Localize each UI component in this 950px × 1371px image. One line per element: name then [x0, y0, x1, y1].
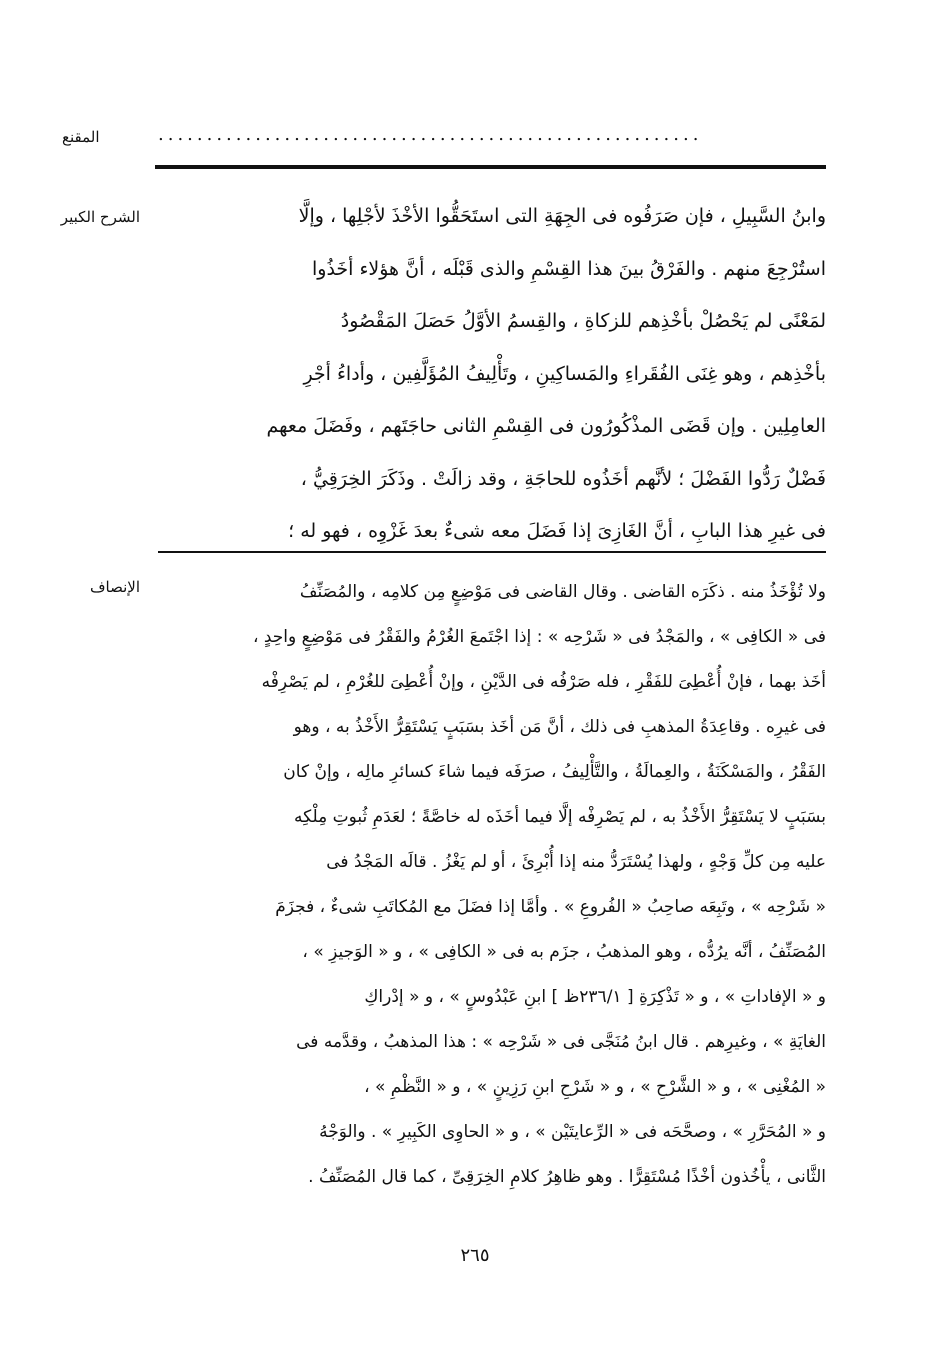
text-line: فى غيرِه . وقاعِدَةُ المذهبِ فى ذلك ، أنَّ مَن أخَذ بسَبَبٍ يَسْتَقِرُّ الأَخْذُ به ، وهو [293, 717, 826, 737]
running-header-title: المقنع [62, 128, 100, 146]
text-line: الفَقْرُ ، والمَسْكَنَةُ ، والعِمالَةُ ، والتَّأْلِيفُ ، صرَفَه فيما شاءَ كسائرِ مالِه ، وإنْ كان [283, 762, 826, 782]
text-line: الثَّانى ، يأْخُذون أخْذًا مُسْتَقِرًّا . وهو ظاهِرُ كلامِ الخِرَقِىِّ ، كما قال المُصَنِّفُ . [308, 1167, 826, 1187]
text-line: « المُغْنِى » ، و « الشَّرْحِ » ، و « شَرْحِ ابنِ رَزِينٍ » ، و « النَّظْمِ » ، [364, 1077, 826, 1097]
section-divider [158, 551, 826, 553]
text-line: بسَبَبٍ لا يَسْتَقِرُّ الأَخْذُ به ، لم يَصْرِفْه إلَّا فيما أخَذَه له خاصَّةً ؛ لعَدَمِ ثُبوتِ مِلْكِه [293, 807, 826, 827]
header-rule [155, 165, 826, 169]
sharh-kabir-text [158, 190, 826, 558]
text-line: عليه مِن كلِّ وَجْهٍ ، ولهذا يُسْتَرَدُّ منه إذا أُبْرِئَ ، أو لم يَغْزُ . قالَه المَجْدُ فى [326, 852, 826, 872]
text-line: وابنُ السَّبِيلِ ، فإن صَرَفُوه فى الجِهَةِ التى استَحَقُّوا الأخْذَ لأجْلِها ، وإلَّا [298, 205, 826, 227]
text-line: و « الإفاداتِ » ، و « تَذْكِرَةِ [ ٢٣٦/١ظ ] ابنِ عَبْدُوسٍ » ، و « إدْراكِ [364, 987, 826, 1007]
insaf-text [158, 570, 826, 1200]
text-line: فَضْلٌ رَدُّوا الفَضْلَ ؛ لأنَّهم أخَذُوه للحاجَةِ ، وقد زالَتْ . وذَكَرَ الخِرَقِيُّ ، [300, 467, 826, 490]
text-line: فى « الكافِى » ، والمَجْدُ فى « شَرْحِه » : إذا اجْتَمعَ الغُرْمُ والفَقْرُ فى مَوْضِعٍ واحِدٍ ، [252, 627, 826, 647]
text-line: استُرْجِعَ منهم . والفَرْقُ بينَ هذا القِسْمِ والذى قَبْلَه ، أنَّ هؤلاء أخَذُوا [311, 257, 826, 280]
text-line: و « المُحَرَّرِ » ، وصحَّحَه فى « الرِّعايتَيْن » ، و « الحاوِى الكَبِيرِ » . والوَجْهُ [319, 1122, 826, 1142]
text-line: الغايَةِ » ، وغيرِهم . قال ابنُ مُنَجَّى فى « شَرْحِه » : هذا المذهبُ ، وقدَّمه فى [296, 1032, 826, 1052]
text-line: المُصَنِّفُ ، أنَّه يرُدُّه ، وهو المذهبُ ، جزَم به فى « الكافِى » ، و « الوَجيزِ » ، [302, 942, 826, 962]
section-label-sharh-kabir: الشرح الكبير [60, 208, 140, 226]
text-line: « شَرْحِه » ، وتَبِعَه صاحِبُ « الفُروعِ » . وأمَّا إذا فضَلَ مع المُكاتَبِ شىءٌ ، فجزَمَ [275, 897, 826, 917]
page-number: ٢٦٥ [460, 1245, 490, 1266]
text-line: العامِلِين . وإن قَضَى المذْكُورُون فى القِسْمِ الثانى حاجَتَهم ، وفَضَلَ معهم [266, 415, 826, 437]
text-line: لمَعْنًى لم يَحْصُلْ بأخْذِهم للزكاةِ ، والقِسمُ الأوَّلُ حَصَلَ المَقْصُودُ [340, 310, 826, 332]
text-line: بأخْذِهم ، وهو غِنَى الفُقَراءِ والمَساكِينِ ، وتَأْلِيفُ المُؤَلَّفِين ، وأداءُ أجْرِ [303, 362, 826, 385]
text-line: أخَذ بهما ، فإنْ أُعْطِىَ للفَقْرِ ، فله صَرْفُه فى الدَّيْنِ ، وإنْ أُعْطِىَ للغُرْمِ ، لم يَصْرِفْه [261, 672, 826, 692]
header-leader-dots: ........................................................ [158, 124, 703, 145]
section-label-insaf: الإنصاف [89, 578, 140, 596]
text-line: فى غيرِ هذا البابِ ، أنَّ الغَازِىَ إذا فَضَلَ معه شىءٌ بعدَ غَزْوِه ، فهو له ؛ [288, 520, 826, 542]
text-line: ولا تُؤْخَذُ منه . ذكَرَه القاضى . وقال القاضى فى مَوْضِعٍ مِن كلامِه ، والمُصَنِّفُ [299, 582, 826, 602]
